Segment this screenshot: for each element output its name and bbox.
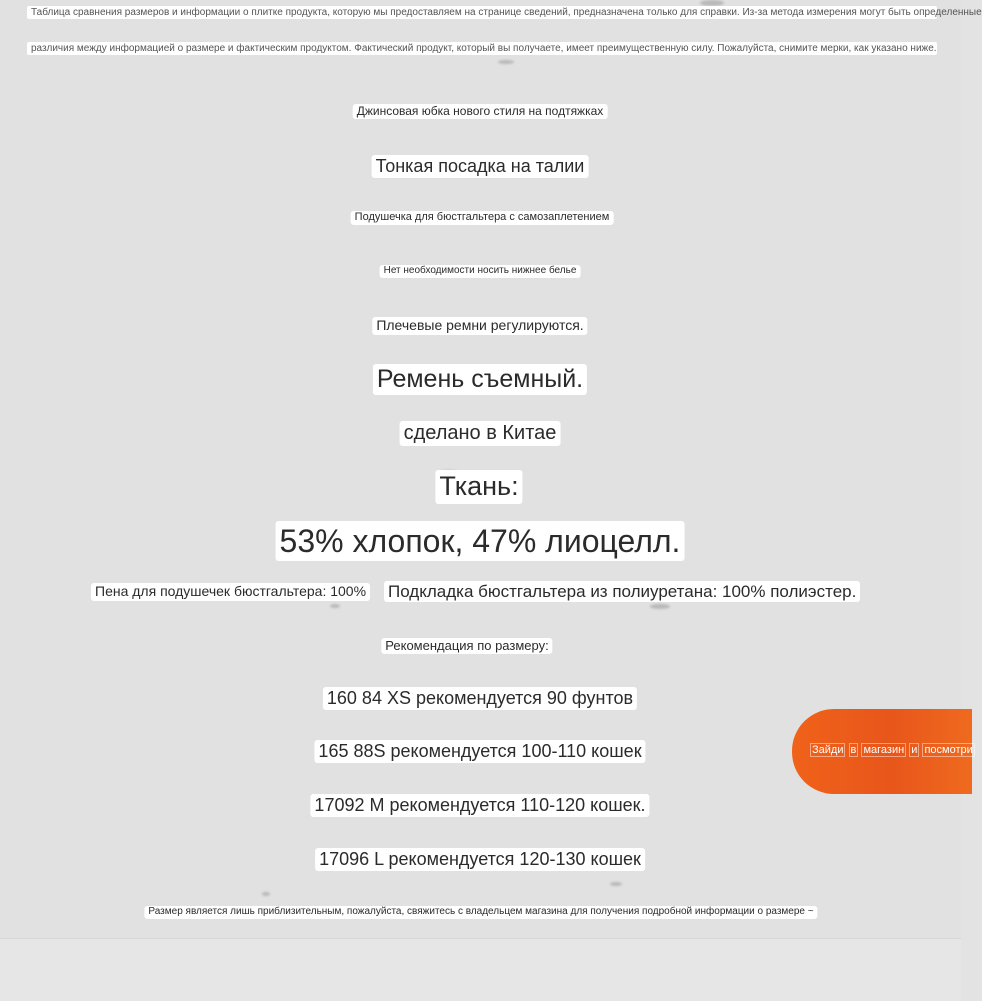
scan-smudge [498, 60, 514, 64]
scan-smudge [330, 604, 340, 608]
cta-word: и [911, 744, 918, 756]
fabric-heading: Ткань: [435, 470, 522, 504]
size-note: Размер является лишь приблизительным, пожалуйста, свяжитесь с владельцем магазина для получения подробной информации о размере ~ [144, 906, 817, 919]
product-title: Джинсовая юбка нового стиля на подтяжках [353, 104, 608, 119]
feature-no-underwear: Нет необходимости носить нижнее белье [380, 265, 581, 278]
size-row: 17092 M рекомендуется 110-120 кошек. [310, 794, 649, 817]
footer-band [0, 938, 961, 1001]
disclaimer-line-1: Таблица сравнения размеров и информации о плитке продукта, которую мы предоставляем на странице сведений, предназначена только для справки. Из-за метода измерения могут быть определенные [27, 6, 937, 19]
cta-word: в [850, 744, 857, 756]
cta-word: посмотри [924, 744, 973, 756]
cta-word: Зайди [812, 744, 844, 756]
size-row: 160 84 XS рекомендуется 90 фунтов [323, 687, 637, 710]
size-heading: Рекомендация по размеру: [381, 638, 552, 654]
fabric-foam: Пена для подушечек бюстгальтера: 100% [91, 583, 370, 601]
fabric-lining: Подкладка бюстгальтера из полиуретана: 100% полиэстер. [384, 581, 860, 602]
go-to-store-label[interactable] [810, 744, 975, 756]
fabric-composition: 53% хлопок, 47% лиоцелл. [276, 521, 685, 561]
scan-smudge [650, 604, 670, 609]
cta-word: магазин [863, 744, 905, 756]
scan-smudge [262, 892, 270, 896]
size-row: 165 88S рекомендуется 100-110 кошек [314, 740, 645, 763]
feature-origin: сделано в Китае [400, 421, 561, 446]
scan-smudge [610, 882, 622, 886]
feature-straps: Плечевые ремни регулируются. [372, 317, 587, 335]
size-row: 17096 L рекомендуется 120-130 кошек [315, 848, 645, 871]
feature-belt: Ремень съемный. [373, 364, 587, 395]
disclaimer-line-2: различия между информацией о размере и фактическим продуктом. Фактический продукт, который вы получаете, имеет преимущественную силу. Пожалуйста, снимите мерки, как указано ниже. [27, 42, 937, 55]
feature-fit: Тонкая посадка на талии [372, 155, 589, 178]
feature-bra-pad: Подушечка для бюстгальтера с самозаплетением [351, 211, 614, 225]
